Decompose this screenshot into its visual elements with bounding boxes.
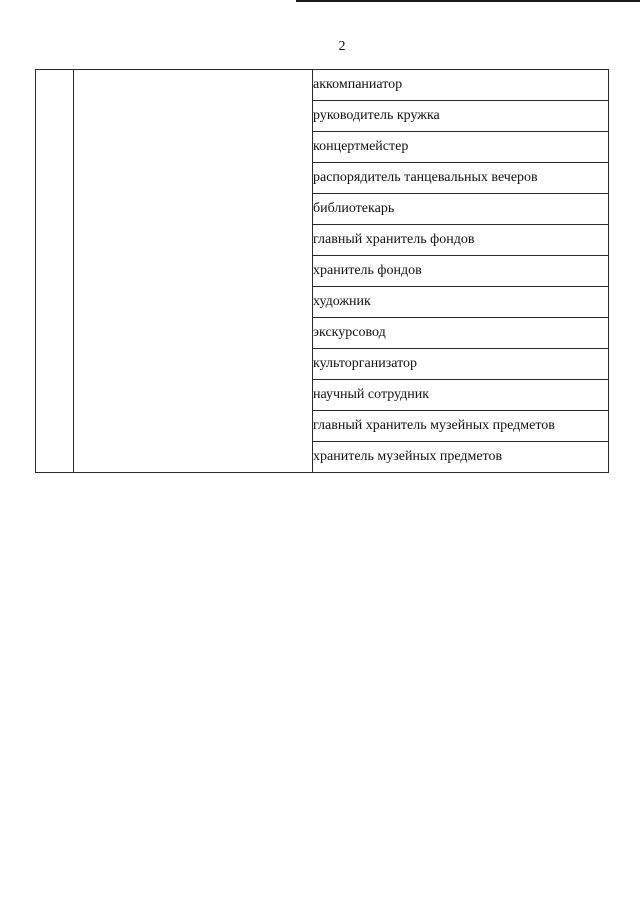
position-cell: культорганизатор <box>313 349 609 380</box>
top-rule <box>296 0 640 2</box>
position-cell: главный хранитель музейных предметов <box>313 411 609 442</box>
position-cell: аккомпаниатор <box>313 70 609 101</box>
position-cell: хранитель музейных предметов <box>313 442 609 473</box>
position-cell: руководитель кружка <box>313 101 609 132</box>
position-cell: экскурсовод <box>313 318 609 349</box>
positions-table <box>35 69 609 473</box>
position-cell: главный хранитель фондов <box>313 225 609 256</box>
positions-table-body <box>36 70 609 473</box>
position-cell: концертмейстер <box>313 132 609 163</box>
empty-number-cell <box>36 70 74 473</box>
position-cell: библиотекарь <box>313 194 609 225</box>
position-cell: хранитель фондов <box>313 256 609 287</box>
empty-category-cell <box>74 70 313 473</box>
position-cell: художник <box>313 287 609 318</box>
position-cell: научный сотрудник <box>313 380 609 411</box>
table-row <box>36 70 609 101</box>
page-number: 2 <box>338 39 346 54</box>
position-cell: распорядитель танцевальных вечеров <box>313 163 609 194</box>
